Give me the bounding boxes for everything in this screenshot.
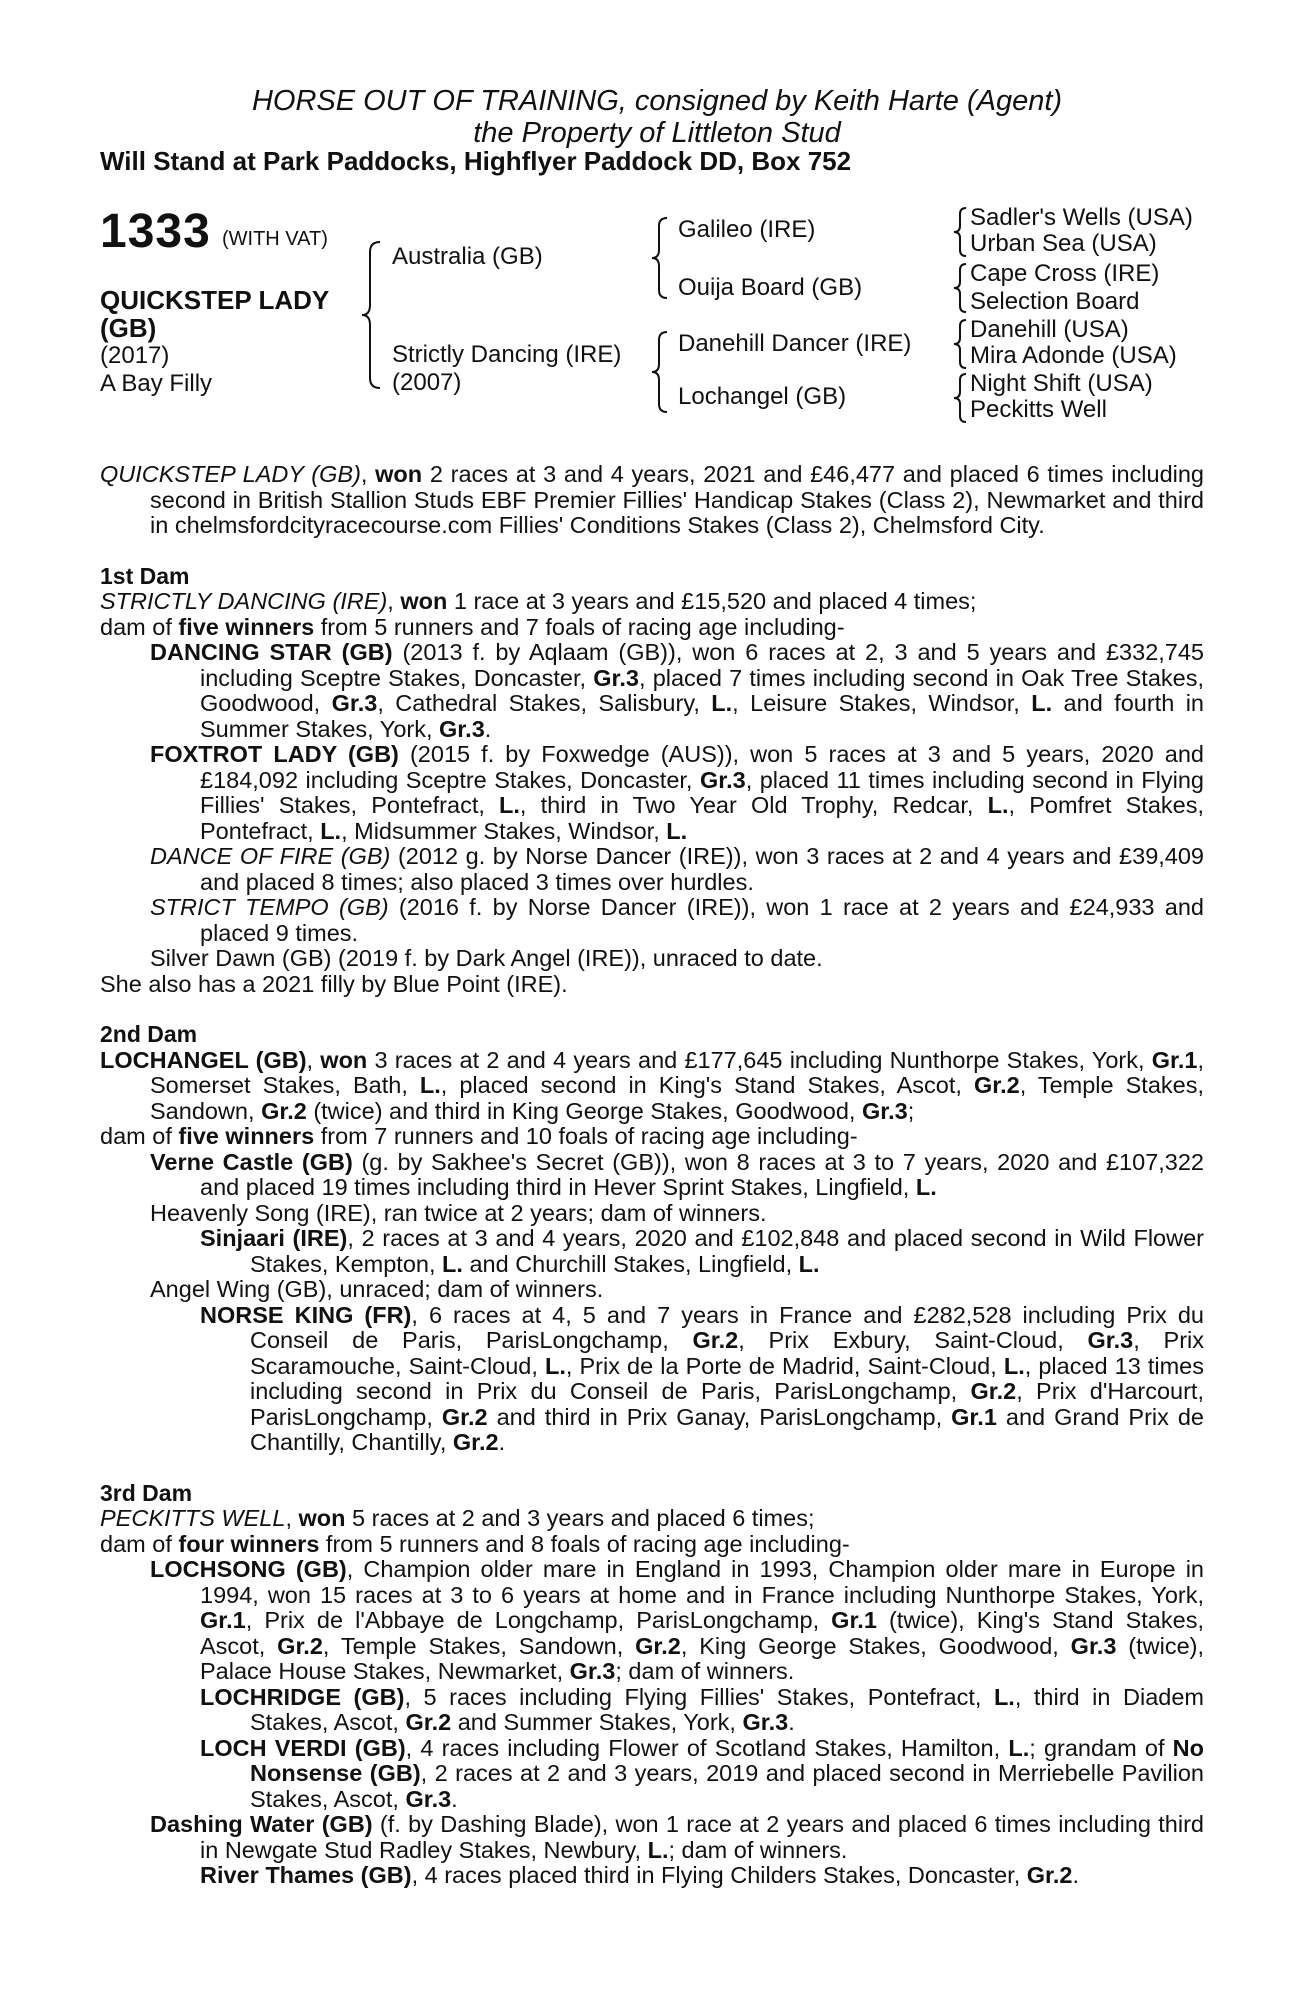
produce-name: LOCHSONG (GB) [150,1556,347,1582]
listed-label: L. [711,690,733,716]
grandproduce-entry [100,1303,1204,1456]
third-dam-summary: PECKITTS WELL, won 5 races at 2 and 3 years and placed 6 times; [100,1505,815,1531]
pedigree-brace-2 [655,216,675,300]
pedigree-g5: Danehill (USA) [970,316,1129,343]
winners-count: five winners [178,1123,315,1149]
listed-label: L. [987,792,1009,818]
second-dam-name: LOCHANGEL (GB) [100,1046,307,1073]
pedigree-g4: Selection Board [970,288,1140,315]
grandproduce-entry [100,1226,1204,1277]
second-dam-summary: LOCHANGEL (GB), won 3 races at 2 and 4 years and £177,645 including Nunthorpe Stakes, York, Gr.1, Somerset Stakes, Bath, L., placed second in King's Stand Stakes, Ascot, Gr.2, Temple Stakes, Sandown, Gr.2 (twice) and third in King George Stakes, Goodwood, Gr.3; [100,1046,1204,1124]
grade-label: Gr.3 [405,1785,452,1812]
entry-text: (2015 f. by Foxwedge (AUS)), won 5 races at 3 and 5 years, 2020 and £184,092 including Sceptre Stakes, Doncaster, [200,741,1204,793]
entry-text: and Summer Stakes, York, [451,1709,743,1735]
entry-text: , 2 races at 2 and 3 years, 2019 and placed second in Merriebelle Pavilion Stakes, Ascot, [250,1760,1205,1812]
pedigree-g7: Night Shift (USA) [970,370,1153,397]
pedigree-dam-year: (2007) [392,369,462,396]
pedigree-g6: Mira Adonde (USA) [970,342,1177,369]
entry-text: and fourth in Summer Stakes, York, [200,690,1204,742]
second-dam-dam-of [100,1124,1204,1150]
won-label: won [400,588,448,614]
produce-entry: Angel Wing (GB), unraced; dam of winners. [150,1276,604,1302]
dam-of-text: from 5 runners and 8 foals of racing age including- [319,1530,850,1557]
pedigree-brace-7 [954,372,970,424]
entry-text: , King George Stakes, Goodwood, [680,1632,1071,1659]
listed-label: L. [666,817,688,844]
entry-text: (twice), Palace House Stakes, Newmarket, [200,1632,1204,1684]
listed-label: L. [1008,1734,1030,1761]
produce-name: FOXTROT LADY (GB) [150,741,399,767]
entry-text: (twice), King's Stand Stakes, Ascot, [200,1607,1204,1659]
listed-label: L. [320,817,342,844]
listed-label: L. [499,792,520,818]
grade-label: Gr.2 [973,1072,1020,1098]
produce-name: DANCING STAR (GB) [150,639,393,665]
stabling-line: Will Stand at Park Paddocks, Highflyer Paddock DD, Box 752 [100,146,852,176]
won-label: won [320,1046,368,1073]
listed-label: L. [1031,690,1053,716]
pedigree-brace-5 [954,262,970,314]
pedigree-sire-dam: Ouija Board (GB) [678,274,863,301]
additional-produce: She also has a 2021 filly by Blue Point (IRE). [100,970,568,997]
produce-entry [100,742,1204,844]
third-dam-heading: 3rd Dam [100,1479,193,1506]
catalogue-body [100,462,1204,1889]
entry-text: , 4 races including Flower of Scotland Stakes, Hamilton, [405,1734,1009,1761]
summary-text: 1 race at 3 years and £15,520 and placed 4 times; [447,588,977,614]
pedigree-g1: Sadler's Wells (USA) [970,204,1193,231]
entry-text: (2016 f. by Norse Dancer (IRE)), won 1 race at 2 years and £24,933 and placed 9 times. [200,894,1204,946]
entry-text: . [451,1785,458,1812]
produce-name: LOCHRIDGE (GB) [200,1683,405,1710]
entry-text: , Prix de la Porte de Madrid, Saint-Cloud, [565,1352,1004,1379]
grade-label: Gr.3 [569,1658,616,1684]
grade-label: Gr.3 [593,664,639,691]
produce-name: Dashing Water (GB) [150,1811,373,1837]
grade-label: Gr.3 [699,766,746,793]
grade-label: Gr.2 [1026,1862,1073,1888]
dam-of-text: dam of [100,1123,179,1149]
entry-text: , Leisure Stakes, Windsor, [732,690,1032,716]
grandproduce-entry [100,1736,1204,1813]
pedigree-g2: Urban Sea (USA) [970,230,1157,257]
produce-name: LOCH VERDI (GB) [200,1734,406,1761]
entry-text: ; grandam of [1029,1734,1173,1761]
produce-name: Sinjaari (IRE) [200,1225,348,1251]
entry-text: (g. by Sakhee's Secret (GB)), won 8 races at 3 to 7 years, 2020 and £107,322 and placed 19 times including third in Hever Sprint Stakes, Lingfield, [200,1148,1204,1200]
grade-label: Gr.2 [970,1378,1017,1404]
consignor-line: HORSE OUT OF TRAINING, consigned by Keith Harte (Agent) [251,85,1063,117]
pedigree-brace-4 [954,206,970,258]
intro-text: 2 races at 3 and 4 years, 2021 and £46,477 and placed 6 times including second in British Stallion Studs EBF Premier Fillies' Handicap Stakes (Class 2), Newmarket and third in chelmsfordcityracecourse.com Fillies' Conditions Stakes (Class 2), Chelmsford City. [150,461,1204,538]
horse-description: A Bay Filly [100,370,213,397]
pedigree-brace-3 [655,330,675,414]
pedigree-g3: Cape Cross (IRE) [970,260,1160,287]
produce-name: DANCE OF FIRE (GB) [150,843,391,869]
horse-name-line2: (GB) [100,313,157,343]
entry-text: , 2 races at 3 and 4 years, 2020 and £102,848 and placed second in Wild Flower Stakes, Kempton, [250,1225,1204,1277]
pedigree-dam-dam: Lochangel (GB) [678,383,847,410]
entry-text: , Champion older mare in England in 1993, Champion older mare in Europe in 1994, won 15 races at 3 to 6 years at home and in France including Nunthorpe Stakes, York, [200,1556,1204,1608]
listed-label: L. [1003,1352,1025,1379]
produce-name: STRICT TEMPO (GB) [150,894,389,920]
produce-name: Verne Castle (GB) [150,1148,353,1175]
entry-text: . [498,1429,506,1455]
horse-name-line1: QUICKSTEP LADY [100,285,330,315]
entry-text: , Temple Stakes, Sandown, [150,1072,1204,1124]
grade-label: Gr.2 [261,1097,307,1124]
entry-text: . [484,715,492,742]
entry-text: (twice) and third in King George Stakes, Goodwood, [306,1097,862,1124]
entry-text: ; dam of winners. [668,1836,848,1863]
produce-entry [100,1150,1204,1201]
entry-text: , Prix de l'Abbaye de Longchamp, ParisLongchamp, [245,1607,832,1633]
intro-paragraph: QUICKSTEP LADY (GB), won 2 races at 3 and 4 years, 2021 and £46,477 and placed 6 times including second in British Stallion Studs EBF Premier Fillies' Handicap Stakes (Class 2), Newmarket and third in chelmsfordcityracecourse.com Fillies' Conditions Stakes (Class 2), Chelmsford City. [100,461,1204,538]
grandproduce-entry [100,1863,1204,1889]
dam-of-text: from 5 runners and 7 foals of racing age including- [314,613,845,640]
dam-of-text: from 7 runners and 10 foals of racing age including- [314,1123,858,1149]
grade-label: Gr.3 [331,690,378,716]
listed-label: L. [993,1683,1015,1710]
grade-label: Gr.2 [452,1429,499,1455]
summary-text: 5 races at 2 and 3 years and placed 6 times; [345,1505,815,1531]
grade-label: Gr.1 [951,1403,997,1430]
listed-label: L. [798,1250,820,1277]
grade-label: Gr.2 [405,1709,452,1735]
pedigree-sire-sire: Galileo (IRE) [678,216,816,243]
entry-text: , placed second in King's Stand Stakes, Ascot, [440,1072,974,1098]
grade-label: Gr.2 [277,1632,323,1659]
grade-label: Gr.3 [439,715,485,742]
entry-text: , third in Two Year Old Trophy, Redcar, [519,792,988,818]
vat-note: (WITH VAT) [222,228,328,250]
entry-text: (2013 f. by Aqlaam (GB)), won 6 races at 2, 3 and 5 years and £332,745 including Sceptre Stakes, Doncaster, [200,639,1204,691]
first-dam-name: STRICTLY DANCING (IRE) [100,588,388,614]
entry-text: and Churchill Stakes, Lingfield, [462,1250,799,1277]
entry-text: , Pomfret Stakes, Pontefract, [200,792,1204,844]
lot-number: 1333 [100,205,211,258]
pedigree-dam-sire: Danehill Dancer (IRE) [678,330,912,357]
produce-name: River Thames (GB) [200,1862,412,1888]
grade-label: Gr.1 [831,1607,877,1633]
entry-text: (2012 g. by Norse Dancer (IRE)), won 3 races at 2 and 4 years and £39,409 and placed 8 times; also placed 3 times over hurdles. [200,843,1204,895]
listed-label: L. [647,1836,669,1863]
grade-label: Gr.3 [861,1097,908,1124]
grade-label: Gr.2 [635,1632,681,1659]
entry-text: (f. by Dashing Blade), won 1 race at 2 years and placed 6 times including third in Newgate Stud Radley Stakes, Newbury, [200,1811,1204,1863]
winners-count: five winners [178,613,315,640]
produce-entry [100,844,1204,895]
winners-count: four winners [178,1530,320,1557]
grade-label: Gr.2 [441,1403,488,1430]
pedigree-dam: Strictly Dancing (IRE) [392,341,622,368]
entry-text: , 4 races placed third in Flying Childers Stakes, Doncaster, [411,1862,1027,1888]
won-label: won [298,1505,346,1531]
pedigree-brace-6 [954,318,970,370]
listed-label: L. [544,1352,566,1379]
foaling-year: (2017) [100,342,170,369]
grade-label: Gr.1 [1151,1046,1198,1073]
entry-text: , Temple Stakes, Sandown, [322,1632,636,1659]
pedigree-sire: Australia (GB) [392,243,543,270]
produce-entry [100,640,1204,742]
entry-text: . [1072,1862,1080,1888]
grade-label: Gr.3 [1087,1327,1134,1353]
listed-label: L. [915,1174,937,1200]
listed-label: L. [419,1072,441,1098]
second-dam-heading: 2nd Dam [100,1021,198,1047]
entry-text: , 5 races including Flying Fillies' Stakes, Pontefract, [404,1683,994,1710]
grandproduce-entry [100,1685,1204,1736]
produce-entry [100,1557,1204,1685]
horse-name [100,286,360,342]
entry-text: ; dam of winners. [615,1658,795,1684]
entry-text: , Midsummer Stakes, Windsor, [341,817,667,844]
property-line: the Property of Littleton Stud [473,117,841,149]
entry-text: ; [907,1097,915,1124]
produce-name: No Nonsense (GB) [250,1734,1204,1786]
entry-text: , placed 7 times including second in Oak Tree Stakes, Goodwood, [200,664,1205,716]
first-dam-summary: STRICTLY DANCING (IRE), won 1 race at 3 years and £15,520 and placed 4 times; [100,588,977,614]
dam-of-text: dam of [100,1530,179,1557]
entry-text: , 6 races at 4, 5 and 7 years in France and £282,528 including Prix du Conseil de Paris, ParisLongchamp, [250,1301,1204,1353]
horse-name-ref: QUICKSTEP LADY (GB) [100,461,361,487]
entry-text: , Cathedral Stakes, Salisbury, [377,690,712,716]
entry-text: , Prix Scaramouche, Saint-Cloud, [250,1327,1205,1379]
entry-text: and Grand Prix de Chantilly, Chantilly, [250,1403,1204,1455]
entry-text: , placed 13 times including second in Prix du Conseil de Paris, ParisLongchamp, [250,1352,1204,1404]
listed-label: L. [442,1250,463,1277]
dam-of-text: dam of [100,613,179,640]
third-dam-dam-of [100,1532,1204,1558]
grade-label: Gr.3 [742,1709,789,1735]
entry-text: and third in Prix Ganay, ParisLongchamp, [487,1403,952,1430]
produce-entry: Heavenly Song (IRE), ran twice at 2 years; dam of winners. [150,1199,767,1226]
entry-text: , third in Diadem Stakes, Ascot, [250,1683,1204,1735]
grade-label: Gr.2 [692,1327,739,1353]
produce-entry [100,895,1204,946]
won-label: won [375,461,423,487]
grade-label: Gr.1 [200,1607,246,1633]
entry-text: . [788,1709,795,1735]
entry-text: , Somerset Stakes, Bath, [150,1046,1204,1098]
produce-entry [100,1812,1204,1863]
third-dam-name: PECKITTS WELL [100,1505,286,1531]
pedigree-g8: Peckitts Well [970,396,1107,423]
grade-label: Gr.3 [1070,1632,1117,1659]
entry-text: , placed 11 times including second in Flying Fillies' Stakes, Pontefract, [200,766,1204,818]
first-dam-heading: 1st Dam [100,562,190,589]
produce-name: NORSE KING (FR) [200,1301,412,1328]
entry-text: , Prix d'Harcourt, ParisLongchamp, [250,1378,1204,1430]
first-dam-dam-of [100,615,1204,641]
entry-text: 3 races at 2 and 4 years and £177,645 including Nunthorpe Stakes, York, [367,1046,1152,1073]
entry-text: , Prix Exbury, Saint-Cloud, [738,1327,1088,1353]
pedigree-brace-1 [366,240,386,390]
produce-entry: Silver Dawn (GB) (2019 f. by Dark Angel (IRE)), unraced to date. [150,945,823,971]
